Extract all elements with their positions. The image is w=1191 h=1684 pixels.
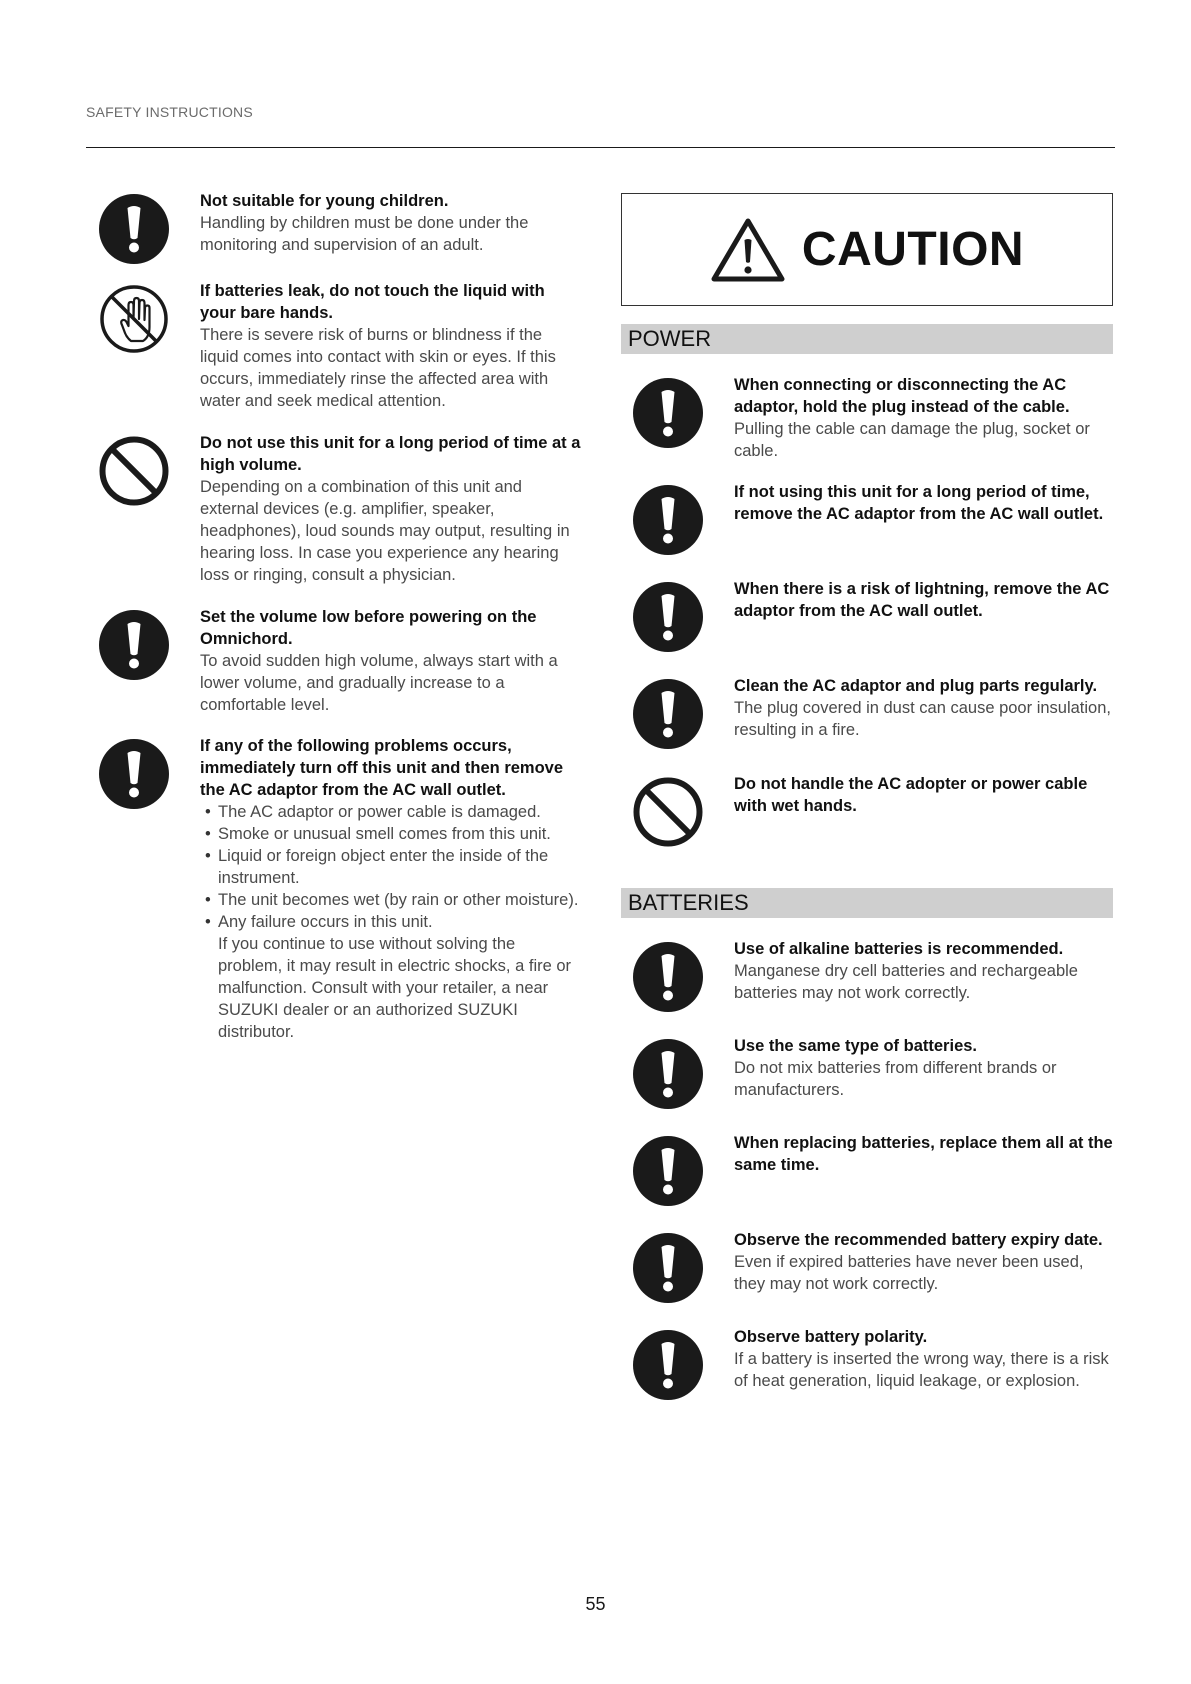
item-text [734, 1035, 1115, 1101]
item-title: Clean the AC adaptor and plug parts regularly. [734, 677, 1098, 695]
safety-item [632, 938, 1115, 1013]
exclamation-icon [632, 1135, 704, 1207]
item-title: When there is a risk of lightning, remove the AC adaptor from the AC wall outlet. [734, 580, 1110, 620]
exclamation-icon [98, 193, 170, 265]
list-item: • The AC adaptor or power cable is damaged. [218, 801, 583, 823]
item-title: Do not use this unit for a long period of time at a high volume. [200, 434, 581, 474]
list-item: • Liquid or foreign object enter the inside of the instrument. [218, 845, 583, 889]
page-number: 55 [585, 1594, 606, 1614]
exclamation-icon [632, 1232, 704, 1304]
item-title: If not using this unit for a long period of time, remove the AC adaptor from the AC wall outlet. [734, 483, 1104, 523]
item-title: Do not handle the AC adopter or power cable with wet hands. [734, 775, 1088, 815]
item-text [734, 773, 1115, 817]
problem-list [200, 801, 583, 933]
item-title: If batteries leak, do not touch the liquid with your bare hands. [200, 282, 545, 322]
item-description: Pulling the cable can damage the plug, socket or cable. [734, 420, 1090, 460]
safety-item [98, 280, 583, 412]
item-text [734, 938, 1115, 1004]
safety-item [98, 606, 583, 716]
prohibited-icon [98, 435, 170, 507]
exclamation-icon [98, 609, 170, 681]
caution-banner [621, 193, 1113, 306]
item-description: If a battery is inserted the wrong way, there is a risk of heat generation, liquid leakage, or explosion. [734, 1350, 1109, 1390]
item-text [734, 1132, 1115, 1176]
no-touch-hand-icon [98, 283, 170, 355]
item-text [200, 190, 583, 256]
item-title: When connecting or disconnecting the AC adaptor, hold the plug instead of the cable. [734, 376, 1070, 416]
safety-item [632, 1035, 1115, 1110]
item-description: The plug covered in dust can cause poor insulation, resulting in a fire. [734, 699, 1111, 739]
item-text [734, 675, 1115, 741]
item-description: Even if expired batteries have never been used, they may not work correctly. [734, 1253, 1084, 1293]
item-text [734, 578, 1115, 622]
item-text [200, 735, 583, 1043]
item-title: Observe the recommended battery expiry date. [734, 1231, 1103, 1249]
header-rule [86, 147, 1115, 148]
prohibited-icon [632, 776, 704, 848]
exclamation-icon [632, 581, 704, 653]
item-title: If any of the following problems occurs, immediately turn off this unit and then remove the AC adaptor from the AC wall outlet. [200, 737, 564, 799]
safety-item [632, 773, 1115, 848]
safety-item [98, 432, 583, 586]
safety-item [98, 735, 583, 1043]
item-title: When replacing batteries, replace them all at the same time. [734, 1134, 1113, 1174]
safety-item [632, 481, 1115, 556]
safety-item [98, 190, 583, 265]
list-item: • The unit becomes wet (by rain or other moisture). [218, 889, 583, 911]
item-description: To avoid sudden high volume, always start with a lower volume, and gradually increase to a comfortable level. [200, 652, 558, 714]
item-description: Manganese dry cell batteries and rechargeable batteries may not work correctly. [734, 962, 1078, 1002]
section-heading-batteries: BATTERIES [621, 888, 1113, 918]
item-title: Not suitable for young children. [200, 192, 449, 210]
safety-item [632, 675, 1115, 750]
exclamation-icon [632, 1038, 704, 1110]
item-description: Handling by children must be done under the monitoring and supervision of an adult. [200, 214, 529, 254]
item-title: Use of alkaline batteries is recommended. [734, 940, 1064, 958]
exclamation-icon [632, 484, 704, 556]
item-text [734, 374, 1115, 462]
problem-note: If you continue to use without solving the problem, it may result in electric shocks, a fire or malfunction. Consult with your retailer, a near SUZUKI dealer or an authorized SUZUKI distributor. [218, 935, 572, 1041]
item-description: There is severe risk of burns or blindness if the liquid comes into contact with skin or eyes. If this occurs, immediately rinse the affected area with water and seek medical attention. [200, 326, 556, 410]
item-title: Set the volume low before powering on the Omnichord. [200, 608, 537, 648]
section-heading-power: POWER [621, 324, 1113, 354]
warning-triangle-icon [710, 216, 786, 284]
item-text [734, 1326, 1115, 1392]
caution-label: CAUTION [801, 223, 1025, 276]
exclamation-icon [632, 377, 704, 449]
list-item: • Smoke or unusual smell comes from this unit. [218, 823, 583, 845]
exclamation-icon [632, 941, 704, 1013]
exclamation-icon [632, 678, 704, 750]
item-text [200, 432, 583, 586]
list-item: • Any failure occurs in this unit. [218, 911, 583, 933]
safety-item [632, 578, 1115, 653]
item-text [734, 1229, 1115, 1295]
safety-item [632, 1229, 1115, 1304]
safety-item [632, 1326, 1115, 1401]
exclamation-icon [632, 1329, 704, 1401]
item-title: Observe battery polarity. [734, 1328, 928, 1346]
item-title: Use the same type of batteries. [734, 1037, 978, 1055]
item-text [200, 280, 583, 412]
item-description: Depending on a combination of this unit and external devices (e.g. amplifier, speaker, headphones), loud sounds may output, resulting in hearing loss. In case you experience any hearing loss or ringing, consult a physician. [200, 478, 570, 584]
exclamation-icon [98, 738, 170, 810]
safety-item [632, 374, 1115, 462]
page-header: SAFETY INSTRUCTIONS [86, 104, 253, 120]
safety-item [632, 1132, 1115, 1207]
item-text [200, 606, 583, 716]
item-description: Do not mix batteries from different brands or manufacturers. [734, 1059, 1057, 1099]
item-text [734, 481, 1115, 525]
